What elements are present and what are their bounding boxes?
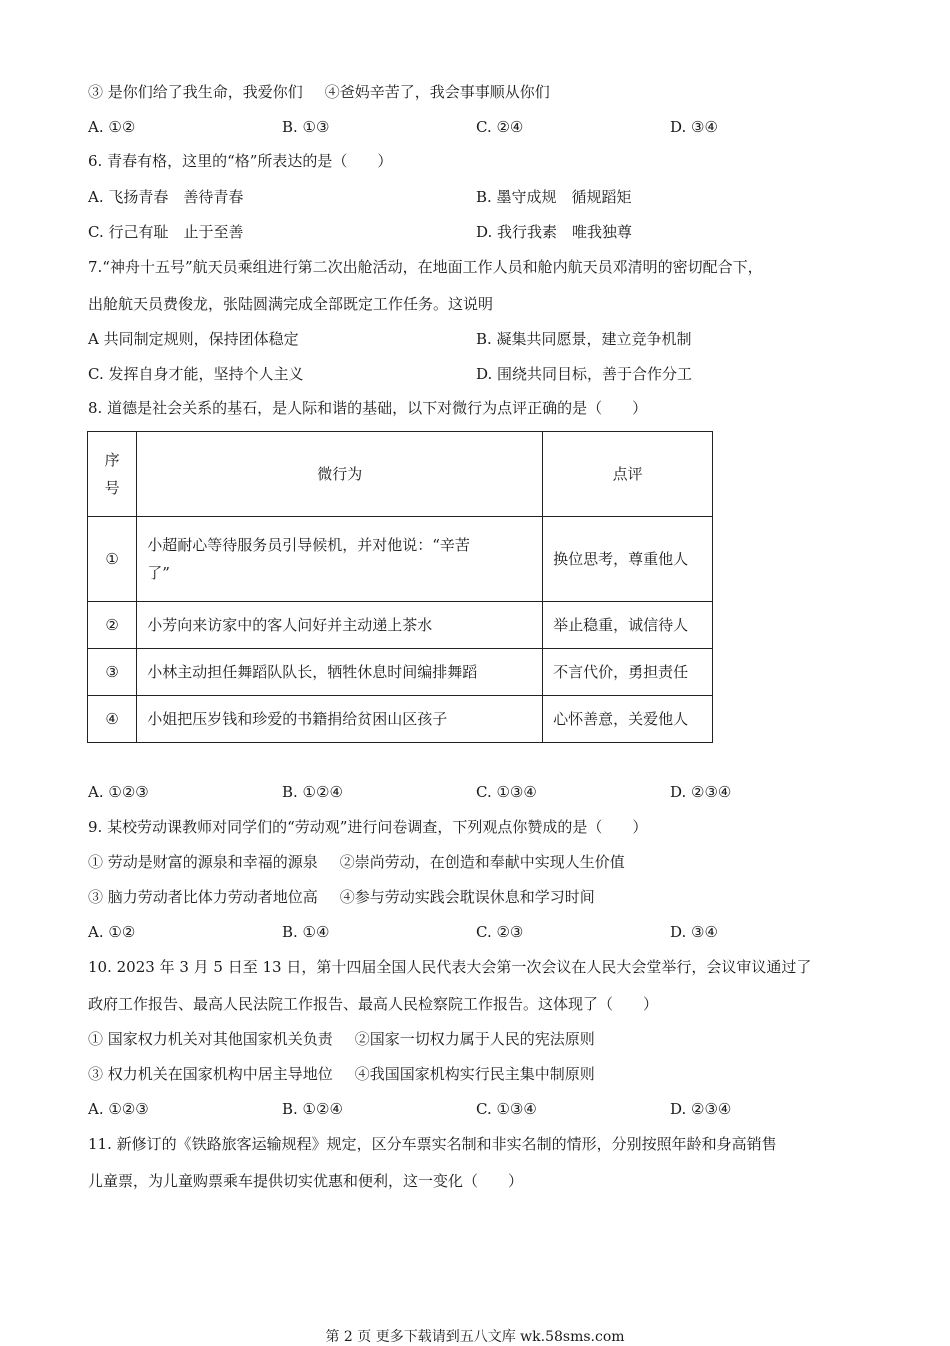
row-behavior: 小林主动担任舞蹈队队长，牺牲休息时间编排舞蹈	[137, 649, 543, 696]
statement-3: ③ 权力机关在国家机构中居主导地位	[88, 1065, 333, 1083]
question-8: 8. 道德是社会关系的基石，是人际和谐的基础，以下对微行为点评正确的是（ ）	[88, 399, 648, 417]
option-d: D. ③④	[670, 118, 718, 136]
row-number: ①	[88, 517, 137, 602]
statement-1: ① 劳动是财富的源泉和幸福的源泉	[88, 853, 318, 871]
row-behavior-line-2: 了”	[147, 564, 170, 582]
header-number	[88, 432, 137, 517]
statement-2: ②崇尚劳动，在创造和奉献中实现人生价值	[339, 853, 625, 871]
q8-option-c: C. ①③④	[476, 783, 537, 801]
question-9: 9. 某校劳动课教师对同学们的“劳动观”进行问卷调查，下列观点你赞成的是（ ）	[88, 818, 648, 836]
row-comment: 举止稳重，诚信待人	[543, 602, 713, 649]
option-a: A. ①②	[88, 118, 136, 136]
question-10-line-2: 政府工作报告、最高人民法院工作报告、最高人民检察院工作报告。这体现了（ ）	[88, 995, 659, 1013]
q7-option-a: A 共同制定规则，保持团体稳定	[88, 330, 299, 348]
table-row	[88, 649, 713, 696]
table-row	[88, 517, 713, 602]
statement-line	[88, 887, 595, 907]
row-number: ③	[88, 649, 137, 696]
q6-option-d: D. 我行我素 唯我独尊	[476, 223, 633, 241]
behavior-table	[87, 431, 713, 743]
q7-option-b: B. 凝集共同愿景，建立竞争机制	[476, 330, 692, 348]
question-11-line-1: 11. 新修订的《铁路旅客运输规程》规定，区分车票实名制和非实名制的情形，分别按照年龄和身高销售	[88, 1135, 777, 1153]
row-comment: 心怀善意，关爱他人	[543, 696, 713, 743]
statement-4: ④我国国家机构实行民主集中制原则	[354, 1065, 595, 1083]
q10-option-d: D. ②③④	[670, 1100, 732, 1118]
q6-option-c: C. 行己有耻 止于至善	[88, 223, 244, 241]
header-number-char-1: 序	[104, 451, 120, 469]
header-behavior: 微行为	[137, 432, 543, 517]
header-comment: 点评	[543, 432, 713, 517]
table-row	[88, 696, 713, 743]
page-footer: 第 2 页 更多下载请到五八文库 wk.58sms.com	[325, 1329, 625, 1345]
row-behavior: 小芳向来访家中的客人问好并主动递上茶水	[137, 602, 543, 649]
statement-3: ③ 脑力劳动者比体力劳动者地位高	[88, 888, 318, 906]
q9-option-c: C. ②③	[476, 923, 524, 941]
question-6: 6. 青春有格，这里的“格”所表达的是（ ）	[88, 152, 393, 170]
q8-option-b: B. ①②④	[282, 783, 343, 801]
question-7-line-1: 7.“神舟十五号”航天员乘组进行第二次出舱活动，在地面工作人员和舱内航天员邓清明的密切配合下，	[88, 258, 763, 276]
question-10-line-1: 10. 2023 年 3 月 5 日至 13 日，第十四届全国人民代表大会第一次会议在人民大会堂举行，会议审议通过了	[88, 958, 812, 976]
statement-4: ④爸妈辛苦了，我会事事顺从你们	[324, 83, 550, 101]
row-comment: 不言代价，勇担责任	[543, 649, 713, 696]
question-7-line-2: 出舱航天员费俊龙，张陆圆满完成全部既定工作任务。这说明	[88, 295, 494, 313]
option-c: C. ②④	[476, 118, 524, 136]
statement-4: ④参与劳动实践会耽误休息和学习时间	[339, 888, 595, 906]
table-header-row	[88, 432, 713, 517]
row-number: ②	[88, 602, 137, 649]
statement-1: ① 国家权力机关对其他国家机关负责	[88, 1030, 333, 1048]
q8-option-a: A. ①②③	[88, 783, 149, 801]
q10-option-b: B. ①②④	[282, 1100, 343, 1118]
statement-line	[88, 852, 625, 872]
q6-option-a: A. 飞扬青春 善待青春	[88, 188, 244, 206]
statement-2: ②国家一切权力属于人民的宪法原则	[354, 1030, 595, 1048]
row-behavior-line-1: 小超耐心等待服务员引导候机，并对他说：“辛苦	[147, 536, 470, 554]
row-behavior: 小姐把压岁钱和珍爱的书籍捐给贫困山区孩子	[137, 696, 543, 743]
q6-option-b: B. 墨守成规 循规蹈矩	[476, 188, 632, 206]
row-comment: 换位思考，尊重他人	[543, 517, 713, 602]
statement-line	[88, 1029, 595, 1049]
statement-line	[88, 1064, 595, 1084]
q9-option-a: A. ①②	[88, 923, 136, 941]
q8-option-d: D. ②③④	[670, 783, 732, 801]
statement-line	[88, 82, 550, 102]
q10-option-c: C. ①③④	[476, 1100, 537, 1118]
q10-option-a: A. ①②③	[88, 1100, 149, 1118]
row-behavior	[137, 517, 543, 602]
header-number-char-2: 号	[104, 479, 120, 497]
table-row	[88, 602, 713, 649]
statement-3: ③ 是你们给了我生命，我爱你们	[88, 83, 303, 101]
q7-option-c: C. 发挥自身才能，坚持个人主义	[88, 365, 304, 383]
q9-option-d: D. ③④	[670, 923, 718, 941]
row-number: ④	[88, 696, 137, 743]
question-11-line-2: 儿童票，为儿童购票乘车提供切实优惠和便利，这一变化（ ）	[88, 1172, 524, 1190]
q7-option-d: D. 围绕共同目标，善于合作分工	[476, 365, 693, 383]
option-b: B. ①③	[282, 118, 330, 136]
q9-option-b: B. ①④	[282, 923, 330, 941]
